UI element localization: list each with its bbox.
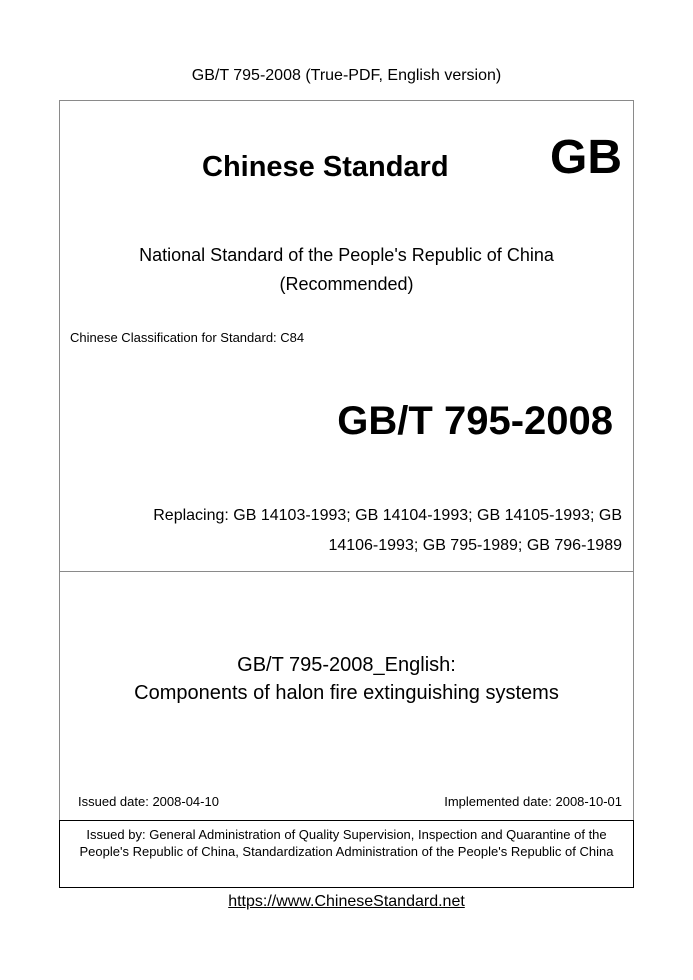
classification-text: Chinese Classification for Standard: C84 bbox=[70, 330, 305, 345]
website-link[interactable]: https://www.ChineseStandard.net bbox=[228, 893, 465, 910]
replacing-text: Replacing: GB 14103-1993; GB 14104-1993; GB 14105-1993; GB 14106-1993; GB 795-1989; GB 796-1989 bbox=[153, 507, 622, 554]
standard-number: GB/T 795-2008 bbox=[337, 399, 613, 443]
standard-type-title: Chinese Standard bbox=[202, 151, 449, 183]
section-divider bbox=[60, 571, 633, 572]
issuer-box bbox=[59, 820, 634, 888]
document-header: GB/T 795-2008 (True-PDF, English version) bbox=[191, 67, 502, 84]
issued-date: Issued date: 2008-04-10 bbox=[78, 794, 219, 809]
recommended-line: (Recommended) bbox=[279, 274, 414, 294]
implemented-date: Implemented date: 2008-10-01 bbox=[444, 794, 622, 809]
cover-frame bbox=[59, 100, 634, 888]
website-link-container bbox=[0, 893, 693, 911]
issued-by-text: Issued by: General Administration of Quality Supervision, Inspection and Quarantine of the People's Republic of China, Standardization Administration of the People's Republic of China bbox=[79, 827, 614, 859]
national-standard-block bbox=[60, 241, 633, 299]
gb-mark: GB bbox=[550, 131, 622, 184]
national-standard-line: National Standard of the People's Republic of China bbox=[139, 245, 554, 265]
english-title-line: GB/T 795-2008_English: bbox=[237, 654, 456, 676]
standard-title: Components of halon fire extinguishing systems bbox=[134, 682, 559, 704]
standard-title-block bbox=[60, 651, 633, 707]
